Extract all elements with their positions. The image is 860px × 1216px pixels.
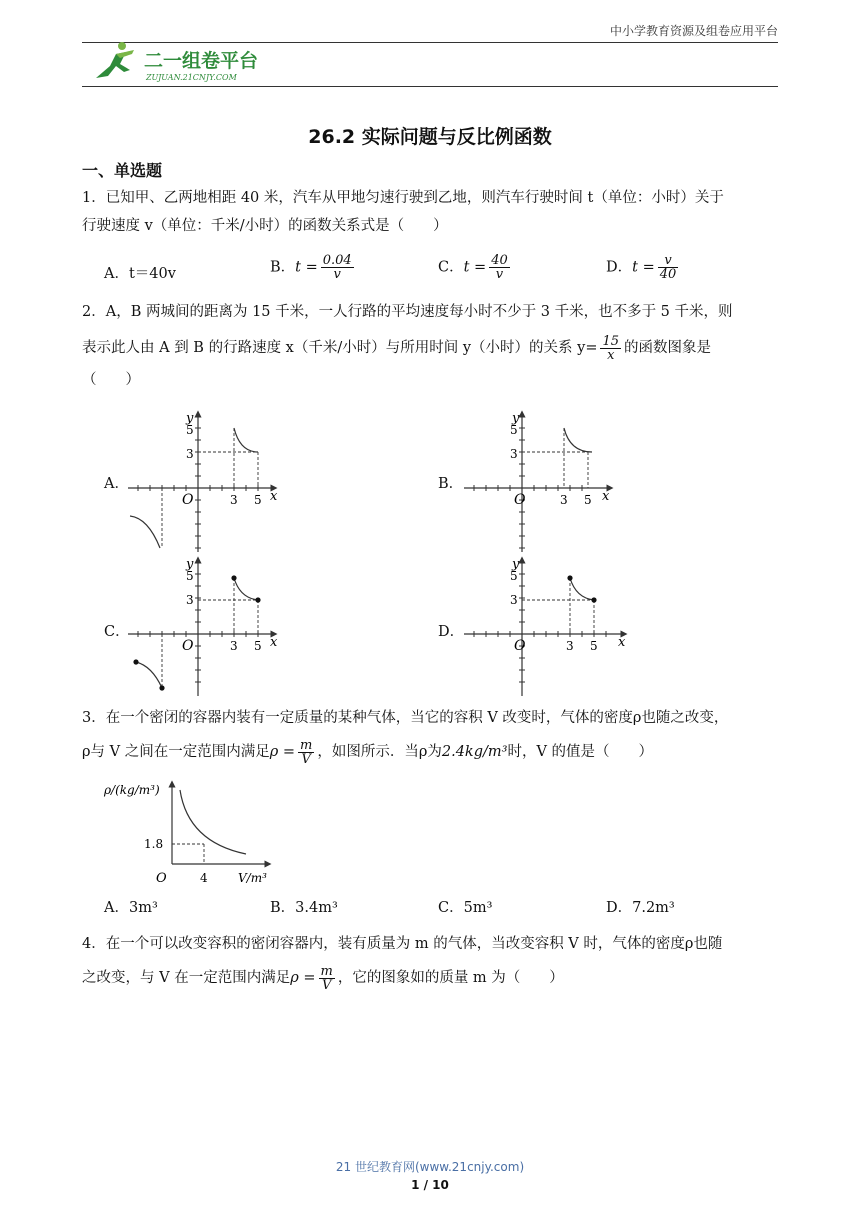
q2-option-a-label[interactable]: A．: [104, 476, 129, 492]
x-label: x: [602, 489, 610, 504]
q2-line2-pre: 表示此人由 A 到 B 的行路速度 x（千米/小时）与所用时间 y（小时）的关系 y=: [82, 340, 598, 356]
y-tick-5: 5: [510, 569, 518, 583]
q2-graph-b[interactable]: [460, 408, 620, 554]
fraction: [489, 254, 510, 281]
q1-option-c[interactable]: [438, 254, 513, 281]
option-label: B．: [270, 259, 296, 276]
fraction: [600, 335, 621, 362]
footer-site[interactable]: 21 世纪教育网(www.21cnjy.com): [335, 1160, 525, 1174]
fraction: [298, 739, 314, 766]
x-axis-label: V/m³: [238, 871, 267, 885]
logo-runner-icon: [86, 40, 276, 84]
endpoint-dot: [591, 597, 596, 602]
option-label: C．: [438, 259, 464, 276]
guide-lines: [522, 428, 588, 488]
option-lhs: t =: [295, 259, 318, 276]
denominator: V: [301, 751, 311, 767]
q3-option-a[interactable]: A．3m³: [104, 900, 158, 916]
endpoint-dot: [133, 659, 138, 664]
origin-label: O: [182, 492, 194, 508]
q2-line3: （ ）: [82, 372, 140, 388]
q3-line2: [82, 738, 782, 766]
endpoint-dot: [159, 685, 164, 690]
q3-option-d[interactable]: D．7.2m³: [606, 900, 675, 916]
header-rule-bottom: [82, 86, 778, 87]
q3-line2-mid: ，如图所示．当ρ为: [317, 744, 442, 760]
x-label: x: [618, 635, 626, 650]
question-4: [82, 930, 782, 992]
origin-label: O: [156, 871, 167, 886]
section-heading: 一、单选题: [82, 161, 163, 180]
y-tick-3: 3: [186, 447, 194, 461]
q2-option-c-label[interactable]: C．: [104, 624, 130, 640]
numerator: 0.04: [322, 253, 352, 268]
q3-option-b[interactable]: B．3.4m³: [270, 900, 338, 916]
y-label: y: [186, 557, 194, 572]
x-tick-5: 5: [590, 639, 598, 653]
q2-line1: 2．A，B 两城间的距离为 15 千米，一人行路的平均速度每小时不少于 3 千米，也不多于 5 千米，则: [82, 304, 733, 320]
q3-line2-post: 时，V 的值是（ ）: [507, 744, 654, 760]
numerator: v: [658, 254, 679, 268]
denominator: v: [333, 267, 341, 282]
curve-positive: [564, 428, 592, 452]
q4-line2-pre: 之改变，与 V 在一定范围内满足: [82, 970, 291, 986]
q2-graph-d[interactable]: [460, 556, 630, 698]
y-label: y: [186, 411, 194, 426]
q3-density-graph: [100, 776, 290, 888]
ticks: [474, 574, 606, 682]
endpoint-dot: [567, 575, 572, 580]
logo-sub: ZUJUAN.21CNJY.COM: [146, 73, 237, 82]
logo-text: 二一组卷平台: [144, 50, 259, 72]
option-label: D．: [606, 259, 633, 276]
logo: [86, 40, 276, 84]
denominator: v: [495, 267, 504, 282]
q3-option-c[interactable]: C．5m³: [438, 900, 493, 916]
q4-line2: [82, 964, 782, 992]
density-value: 2.4kg/m³: [441, 744, 508, 760]
page-number: 1 / 10: [411, 1178, 449, 1192]
y-tick-label: 1.8: [144, 837, 164, 851]
numerator: m: [300, 737, 313, 753]
curve-positive: [234, 428, 258, 452]
y-tick-3: 3: [510, 593, 518, 607]
q1-option-b[interactable]: [270, 254, 357, 281]
question-1: [82, 184, 782, 240]
y-tick-5: 5: [186, 423, 194, 437]
x-tick-3: 3: [566, 639, 574, 653]
option-lhs: t =: [463, 259, 487, 276]
denominator: V: [321, 977, 332, 993]
rho-eq: ρ =: [269, 744, 296, 760]
denominator: x: [607, 347, 615, 363]
q1-option-a[interactable]: A．t＝40v: [104, 266, 176, 282]
question-2: [82, 298, 782, 394]
guide-lines: [172, 844, 204, 864]
y-axis-label: ρ/(kg/m³): [104, 783, 160, 797]
q2-line2: [82, 334, 782, 362]
origin-label: O: [182, 638, 194, 654]
q2-graph-a[interactable]: [124, 408, 284, 554]
guide-lines: [522, 578, 594, 634]
y-tick-3: 3: [186, 593, 194, 607]
x-tick-3: 3: [560, 493, 568, 507]
q2-graph-c[interactable]: [124, 556, 284, 698]
q2-option-b-label[interactable]: B．: [438, 476, 464, 492]
x-tick-5: 5: [584, 493, 592, 507]
q4-line2-post: ，它的图象如的质量 m 为（ ）: [337, 970, 564, 986]
curve-negative: [136, 662, 162, 688]
curve-positive: [570, 578, 594, 600]
platform-name: 中小学教育资源及组卷应用平台: [609, 24, 778, 38]
x-tick-3: 3: [230, 639, 238, 653]
endpoint-dot: [231, 575, 236, 580]
question-3: [82, 704, 782, 766]
numerator: 15: [602, 333, 620, 349]
q4-line1: 4．在一个可以改变容积的密闭容器内，装有质量为 m 的气体，当改变容积 V 时，气体的密度ρ也随: [82, 936, 723, 952]
y-label: y: [512, 557, 520, 572]
denominator: 40: [659, 267, 677, 282]
origin-label: O: [514, 492, 526, 508]
y-tick-3: 3: [510, 447, 518, 461]
page-title: 26.2 实际问题与反比例函数: [308, 126, 552, 148]
q2-option-d-label[interactable]: D．: [438, 624, 465, 640]
q2-line2-post: 的函数图象是: [624, 340, 712, 356]
numerator: m: [320, 963, 333, 979]
curve-positive: [234, 578, 258, 600]
option-lhs: t =: [632, 259, 655, 276]
fraction: [321, 254, 354, 281]
y-tick-5: 5: [510, 423, 518, 437]
fraction: [658, 254, 679, 281]
origin-label: O: [514, 638, 526, 654]
q1-line2: 行驶速度 v（单位：千米/小时）的函数关系式是（ ）: [82, 218, 448, 234]
q3-line1: 3．在一个密闭的容器内装有一定质量的某种气体，当它的容积 V 改变时，气体的密度ρ也随之改变，: [82, 710, 729, 726]
q3-line2-pre: ρ与 V 之间在一定范围内满足: [82, 744, 270, 760]
x-label: x: [270, 489, 278, 504]
q1-option-d[interactable]: [606, 254, 681, 281]
q1-line1: 1．已知甲、乙两地相距 40 米，汽车从甲地匀速行驶到乙地，则汽车行驶时间 t（单位：小时）关于: [82, 190, 724, 206]
curve-negative: [130, 516, 160, 548]
x-tick-label: 4: [200, 871, 208, 885]
fraction: [319, 965, 335, 992]
endpoint-dot: [255, 597, 260, 602]
x-label: x: [270, 635, 278, 650]
numerator: 40: [491, 253, 508, 268]
x-tick-3: 3: [230, 493, 238, 507]
x-tick-5: 5: [254, 639, 262, 653]
y-label: y: [512, 411, 520, 426]
y-tick-5: 5: [186, 569, 194, 583]
rho-eq: ρ =: [290, 970, 316, 986]
x-tick-5: 5: [254, 493, 262, 507]
